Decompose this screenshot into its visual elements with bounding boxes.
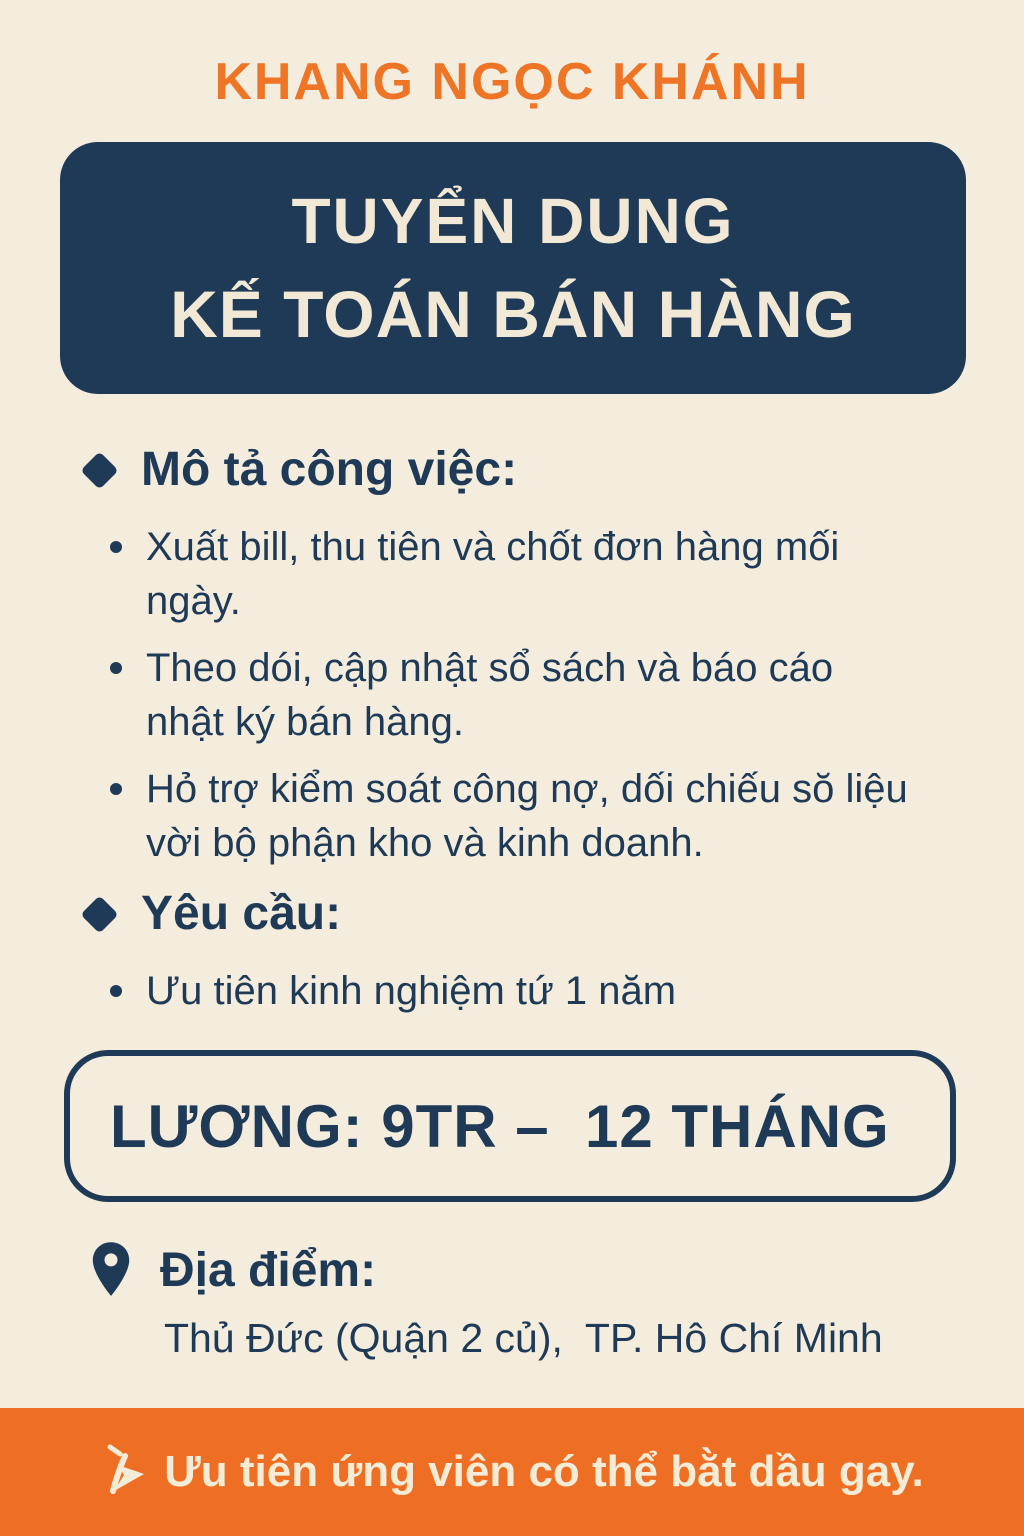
- section-heading: Mô tả công việc:: [141, 443, 518, 496]
- section-job-description: [0, 442, 1024, 870]
- location-pin-icon: [88, 1240, 134, 1302]
- location-address: Thủ Đức (Quận 2 củ), TP. Hô Chí Minh: [164, 1315, 883, 1361]
- arrow-pointer-icon: [100, 1441, 146, 1497]
- requirements-list: [86, 964, 1024, 1018]
- footer-note: Ưu tiên ứng viên có thể bằt dầu gay.: [164, 1447, 924, 1496]
- salary-box: [64, 1050, 956, 1202]
- section-heading-row: [86, 886, 1024, 942]
- dot-icon: [110, 662, 122, 674]
- list-item-text: Hỏ trợ kiểm soát công nợ, dối chiếu sŏ liệu vời bộ phận kho và kinh doanh.: [146, 767, 908, 865]
- list-item-text: Ưu tiên kinh nghiệm tứ 1 năm: [146, 969, 677, 1013]
- location-heading-row: [88, 1240, 1024, 1302]
- list-item-text: Theo dói, cập nhật sổ sách và báo cáo nhật ký bán hàng.: [146, 646, 834, 744]
- dot-icon: [110, 783, 122, 795]
- job-description-list: [86, 520, 1024, 870]
- location-heading: Địa điểm:: [160, 1244, 377, 1297]
- section-heading-row: [86, 442, 1024, 498]
- poster-title-line-2: KẾ TOÁN BÁN HÀNG: [170, 277, 856, 351]
- list-item: [110, 762, 920, 870]
- list-item: [110, 520, 920, 628]
- dot-icon: [110, 541, 122, 553]
- poster-title-line-1: TUYỂN DUNG: [291, 185, 735, 257]
- section-heading: Yêu cầu:: [141, 887, 342, 940]
- dot-icon: [110, 985, 122, 997]
- company-name: KHANG NGỌC KHÁNH: [214, 53, 810, 111]
- list-item-text: Xuất bill, thu tiên và chốt đơn hàng mối ngày.: [146, 525, 840, 623]
- list-item: [110, 964, 920, 1018]
- section-requirements: [0, 886, 1024, 1018]
- footer-banner: [0, 1408, 1024, 1536]
- title-box: [60, 142, 966, 394]
- diamond-icon: [80, 895, 118, 933]
- salary-text: LƯƠNG: 9TR – 12 THÁNG: [110, 1092, 890, 1160]
- location-section: [0, 1240, 1024, 1364]
- diamond-icon: [80, 451, 118, 489]
- list-item: [110, 641, 920, 749]
